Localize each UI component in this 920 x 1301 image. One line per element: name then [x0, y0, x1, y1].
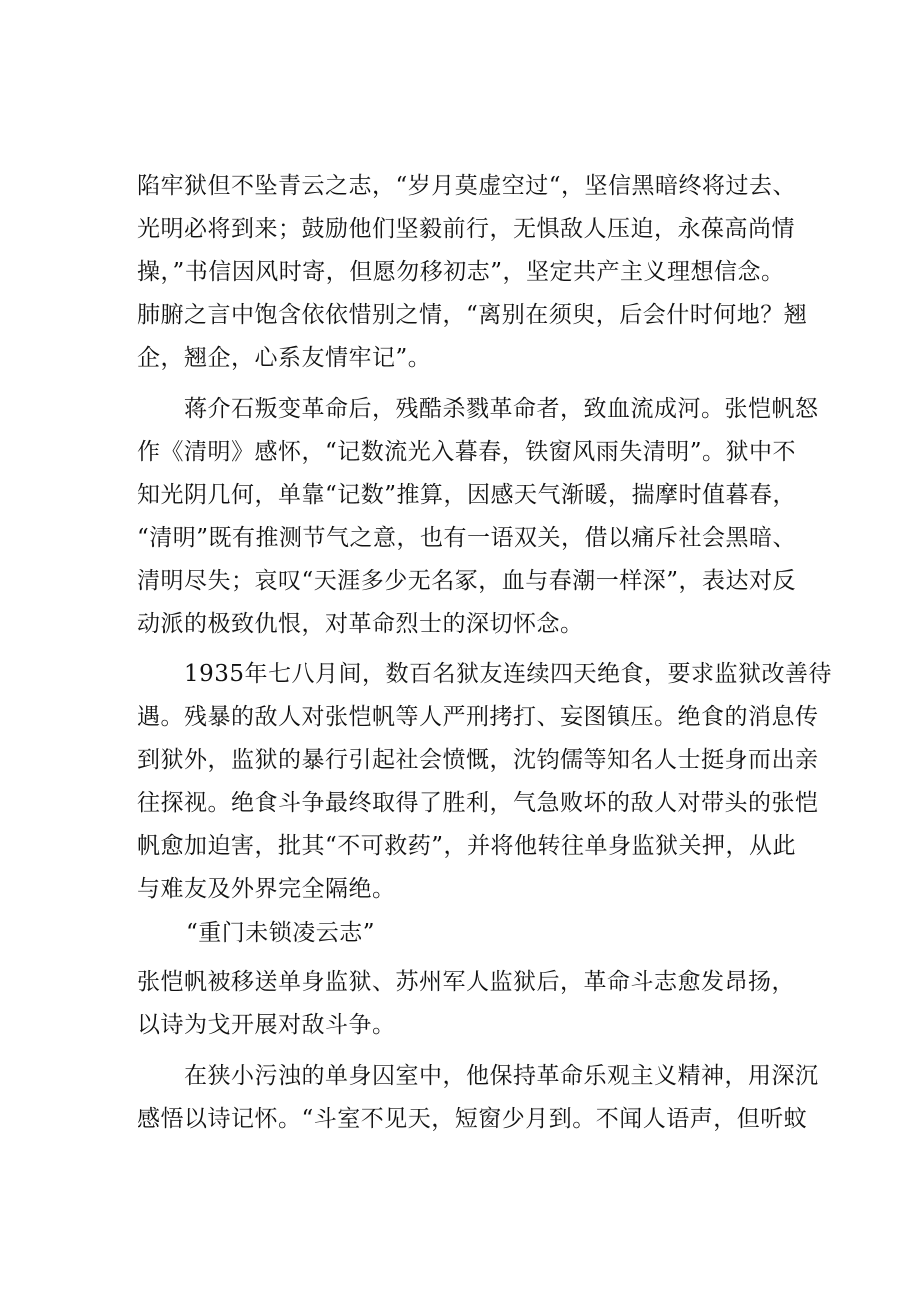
text-line: “清明”既有推测节气之意，也有一语双关，借以痛斥社会黑暗、: [137, 525, 797, 551]
text-line: 光明必将到来；鼓励他们坚毅前行，无惧敌人压迫，永葆高尚情: [137, 216, 795, 242]
paragraph-first-line: 蒋介石叛变革命后，残酷杀戮革命者，致血流成河。张恺帆怒: [184, 396, 819, 422]
text-line: 帆愈加迫害，批其“不可救药”，并将他转往单身监狱关押，从此: [137, 833, 797, 859]
text-line: 与难友及外界完全隔绝。: [137, 876, 396, 902]
text-line: 企，翘企，心系友情牢记”。: [137, 345, 432, 371]
text-line: 感悟以诗记怀。“斗室不见天，短窗少月到。不闻人语声，但听蚊: [137, 1106, 808, 1132]
text-line: 肺腑之言中饱含依依惜别之情，“离别在须臾，后会什时何地？翘: [137, 302, 808, 328]
text-line: 操，”书信因风时寄，但愿勿移初志”，坚定共产主义理想信念。: [137, 259, 785, 285]
text-line: 清明尽失；哀叹“天涯多少无名冢，血与春潮一样深”，表达对反: [137, 568, 797, 594]
paragraph-first-line: 1935年七八月间，数百名狱友连续四天绝食，要求监狱改善待: [184, 661, 833, 687]
section-heading: “重门未锁凌云志”: [186, 920, 376, 946]
text-line: 到狱外，监狱的暴行引起社会愤慨，沈钧儒等知名人士挺身而出亲: [137, 747, 819, 773]
paragraph-first-line: 在狭小污浊的单身囚室中，他保持革命乐观主义精神，用深沉: [184, 1063, 819, 1089]
text-line: 知光阴几何，单靠“记数”推算，因感天气渐暖，揣摩时值暮春，: [137, 482, 797, 508]
text-line: 往探视。绝食斗争最终取得了胜利，气急败坏的敌人对带头的张恺: [137, 790, 819, 816]
paragraph-first-line: 张恺帆被移送单身监狱、苏州军人监狱后，革命斗志愈发昂扬，: [137, 969, 795, 995]
text-line: 遇。残暴的敌人对张恺帆等人严刑拷打、妄图镇压。绝食的消息传: [137, 704, 819, 730]
text-line: 作《清明》感怀，“记数流光入暮春，铁窗风雨失清明”。狱中不: [137, 439, 797, 465]
text-line: 动派的极致仇恨，对革命烈士的深切怀念。: [137, 611, 584, 637]
text-line: 以诗为戈开展对敌斗争。: [137, 1012, 396, 1038]
text-line: 陷牢狱但不坠青云之志，“岁月莫虚空过“，坚信黑暗终将过去、: [137, 173, 797, 199]
